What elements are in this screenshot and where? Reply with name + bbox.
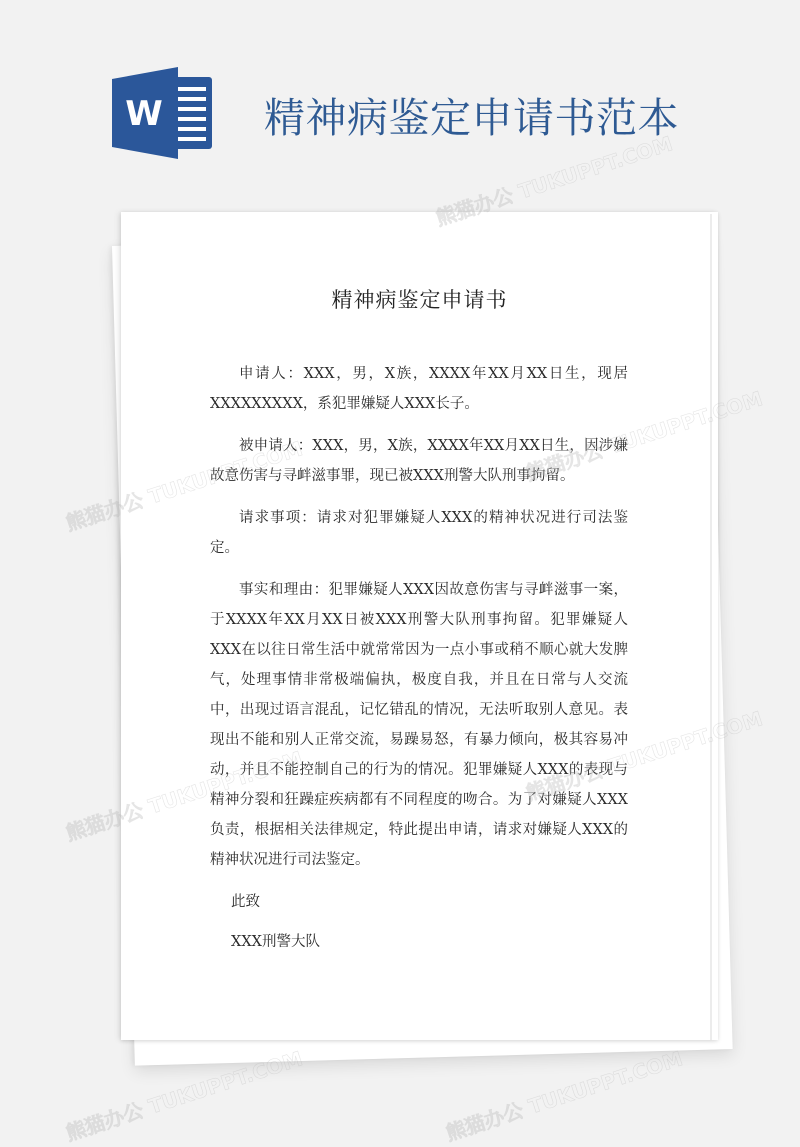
document-page	[121, 212, 718, 1040]
closing-block	[231, 892, 320, 952]
paragraph-respondent: 被申请人：XXX，男，X族，XXXX年XX月XX日生，因涉嫌故意伤害与寻衅滋事罪，现已被XXX刑警大队刑事拘留。	[210, 438, 628, 484]
banner-title: 精神病鉴定申请书范本	[264, 94, 679, 142]
document-body	[210, 359, 628, 887]
svg-text:W: W	[125, 94, 163, 134]
paragraph-request: 请求事项：请求对犯罪嫌疑人XXX的精神状况进行司法鉴定。	[210, 510, 628, 556]
word-document-icon	[110, 67, 214, 159]
document-title: 精神病鉴定申请书	[331, 288, 508, 312]
paragraph-applicant: 申请人：XXX，男，X族，XXXX年XX月XX日生，现居XXXXXXXXX，系犯罪嫌疑人XXX长子。	[210, 366, 628, 412]
watermark: 熊猫办公	[62, 488, 147, 536]
watermark: 熊猫办公 TUKUPPT.COM	[432, 131, 676, 231]
watermark: 熊猫办公	[62, 798, 147, 846]
watermark: 熊猫办公 TUKUPPT.COM	[442, 1046, 686, 1146]
recipient: XXX刑警大队	[231, 934, 320, 950]
closing-salutation: 此致	[231, 894, 260, 910]
watermark: 熊猫办公 TUKUPPT.COM	[62, 1046, 306, 1146]
paragraph-facts-reasons: 事实和理由：犯罪嫌疑人XXX因故意伤害与寻衅滋事一案，于XXXX年XX月XX日被XXX刑警大队刑事拘留。犯罪嫌疑人XXX在以往日常生活中就常常因为一点小事或稍不顺心就大发脾气，处理事情非常极端偏执，极度自我，并且在日常与人交流中，出现过语言混乱，记忆错乱的情况，无法听取别人意见。表现出不能和别人正常交流，易躁易怒，有暴力倾向，极其容易冲动，并且不能控制自己的行为的情况。犯罪嫌疑人XXX的表现与精神分裂和狂躁症疾病都有不同程度的吻合。为了对嫌疑人XXX负责，根据相关法律规定，特此提出申请，请求对嫌疑人XXX的精神状况进行司法鉴定。	[210, 582, 628, 868]
